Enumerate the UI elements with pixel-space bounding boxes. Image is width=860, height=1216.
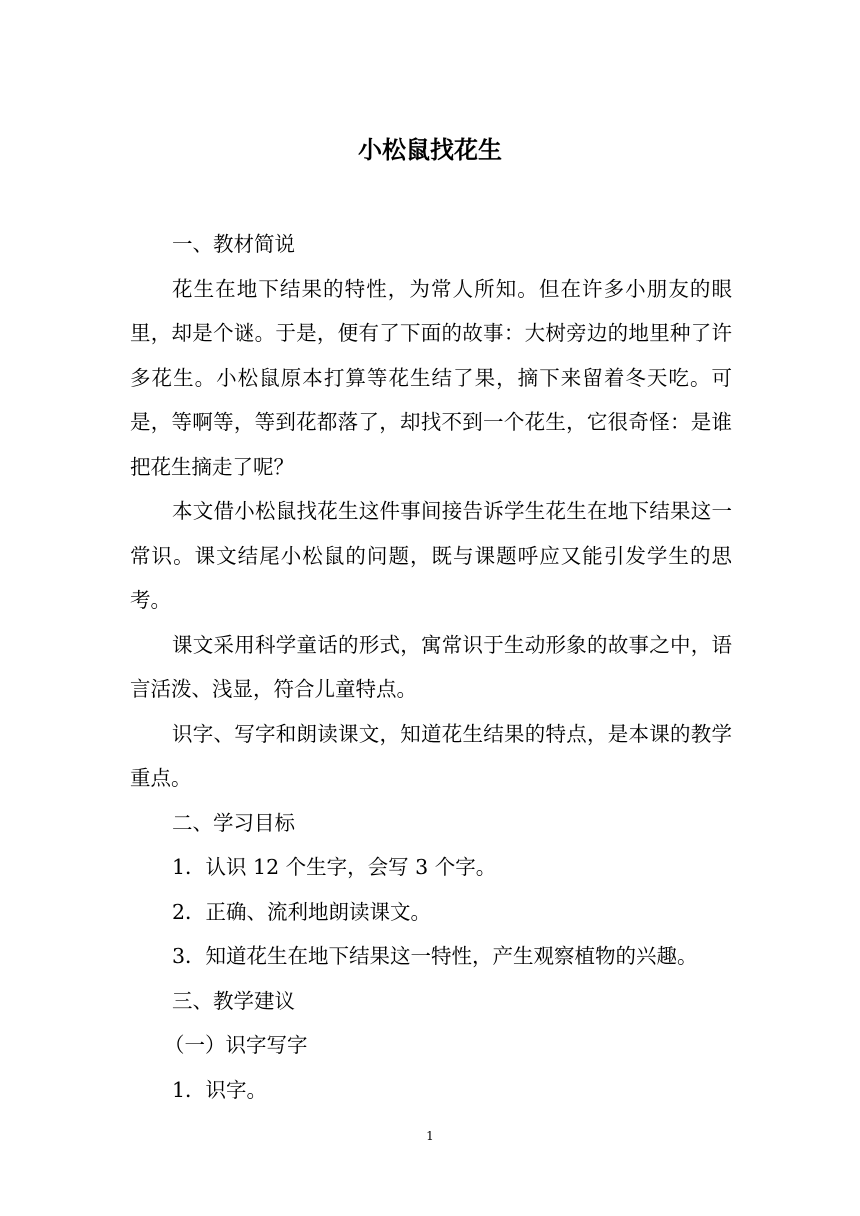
document-title: 小松鼠找花生 [358,135,502,164]
goal-item-1: 1．认识 12 个生字，会写 3 个字。 [172,855,497,879]
paragraph-3: 课文采用科学童话的形式，寓常识于生动形象的故事之中，语言活泼、浅显，符合儿童特点。 [130,632,732,701]
section-heading-1: 一、教材简说 [172,232,295,256]
goal-item-3: 3．知道花生在地下结果这一特性，产生观察植物的兴趣。 [172,944,698,968]
page-number: 1 [426,1129,434,1143]
goal-item-2: 2．正确、流利地朗读课文。 [172,899,432,924]
subsection-heading-1: （一）识字写字 [164,1033,308,1057]
paragraph-4: 识字、写字和朗读课文，知道花生结果的特点，是本课的教学重点。 [130,721,732,790]
paragraph-1: 花生在地下结果的特性，为常人所知。但在许多小朋友的眼里，却是个谜。于是，便有了下面的故事：大树旁边的地里种了许多花生。小松鼠原本打算等花生结了果，摘下来留着冬天吃。可是，等啊等，等到花都落了，却找不到一个花生，它很奇怪：是谁把花生摘走了呢？ [130,276,732,479]
paragraph-2: 本文借小松鼠找花生这件事间接告诉学生花生在地下结果这一常识。课文结尾小松鼠的问题，既与课题呼应又能引发学生的思考。 [130,499,732,612]
section-heading-2: 二、学习目标 [172,810,295,835]
section-heading-3: 三、教学建议 [172,988,295,1013]
document-body [130,222,732,1112]
suggestion-item-1: 1．识字。 [172,1077,268,1102]
